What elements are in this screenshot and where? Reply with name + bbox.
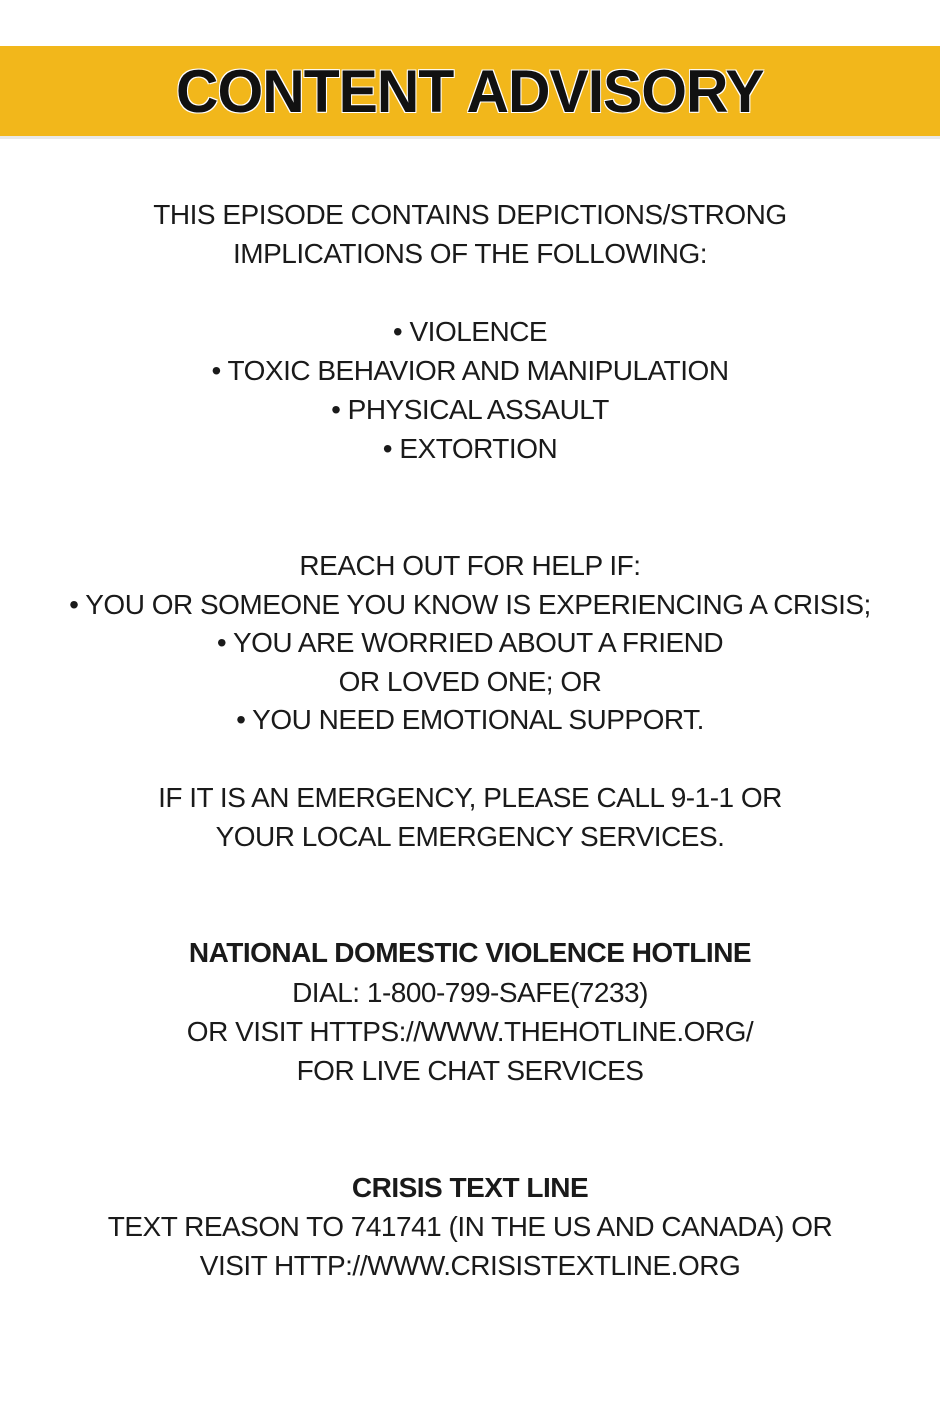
crisis-text-line-line: VISIT HTTP://WWW.CRISISTEXTLINE.ORG: [199, 1250, 741, 1281]
warning-item: • EXTORTION: [382, 433, 558, 464]
emergency-line: YOUR LOCAL EMERGENCY SERVICES.: [215, 821, 725, 852]
intro-line: THIS EPISODE CONTAINS DEPICTIONS/STRONG: [153, 199, 787, 230]
hotline-line: FOR LIVE CHAT SERVICES: [296, 1055, 644, 1086]
help-item: • YOU ARE WORRIED ABOUT A FRIEND: [216, 627, 724, 658]
crisis-text-line-line: TEXT REASON TO 741741 (IN THE US AND CANADA) OR: [107, 1211, 833, 1242]
crisis-text-line-name: CRISIS TEXT LINE: [351, 1172, 589, 1203]
advisory-banner: [0, 46, 940, 139]
intro-line: IMPLICATIONS OF THE FOLLOWING:: [232, 238, 707, 269]
emergency-line: IF IT IS AN EMERGENCY, PLEASE CALL 9-1-1 OR: [158, 782, 782, 813]
help-heading: REACH OUT FOR HELP IF:: [299, 550, 641, 581]
warning-item: • TOXIC BEHAVIOR AND MANIPULATION: [211, 355, 729, 386]
help-item: OR LOVED ONE; OR: [338, 666, 602, 697]
warning-item: • PHYSICAL ASSAULT: [331, 394, 609, 425]
warning-item: • VIOLENCE: [392, 316, 548, 347]
advisory-title: CONTENT ADVISORY: [176, 57, 764, 125]
help-item: • YOU OR SOMEONE YOU KNOW IS EXPERIENCING A CRISIS;: [69, 589, 871, 620]
hotline-name: NATIONAL DOMESTIC VIOLENCE HOTLINE: [188, 937, 752, 968]
hotline-line: DIAL: 1-800-799-SAFE(7233): [292, 977, 648, 1008]
help-item: • YOU NEED EMOTIONAL SUPPORT.: [236, 704, 704, 735]
hotline-line: OR VISIT HTTPS://WWW.THEHOTLINE.ORG/: [186, 1016, 754, 1047]
